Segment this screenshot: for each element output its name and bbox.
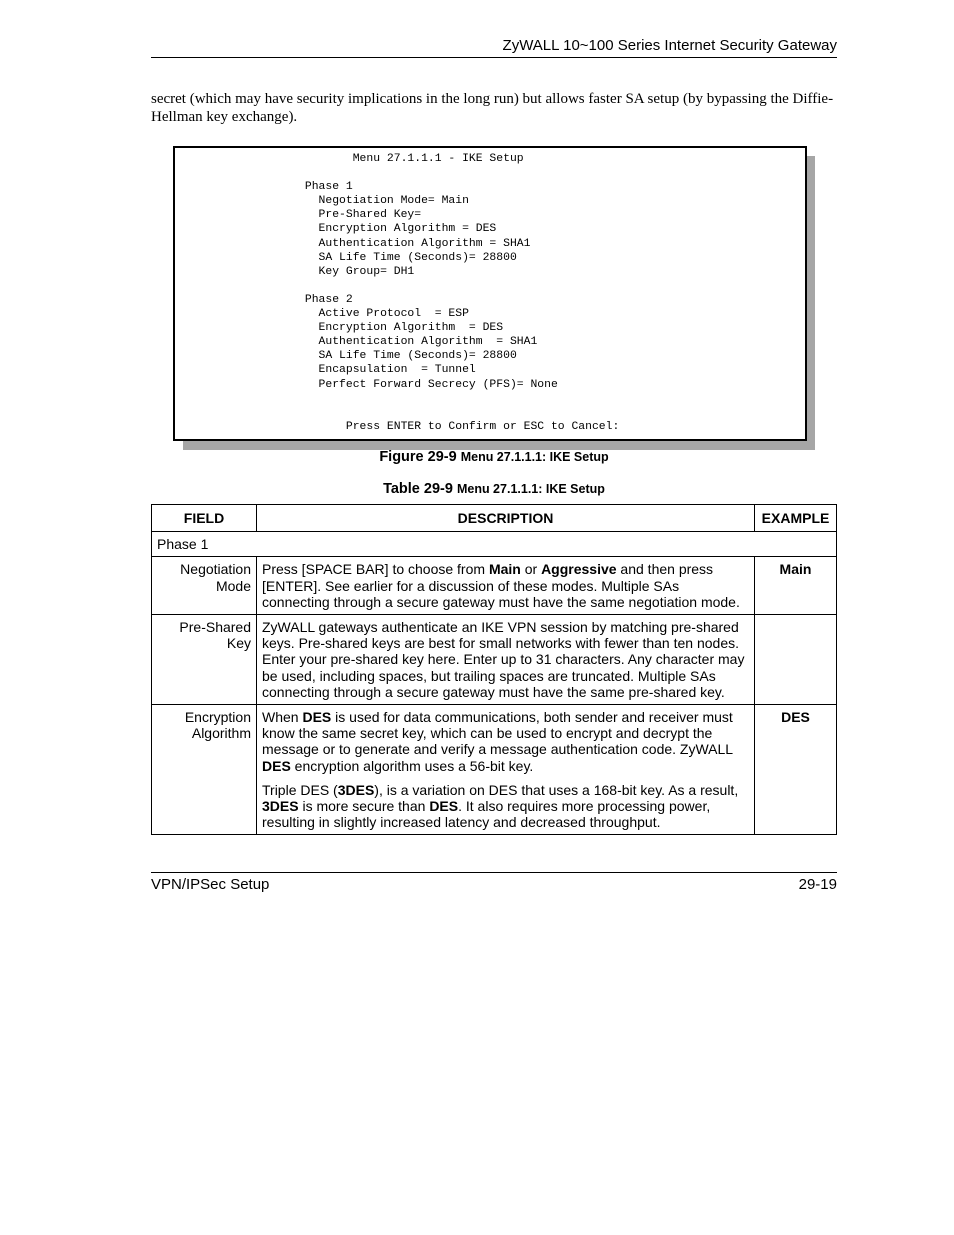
figure-label: Figure 29-9: [379, 449, 457, 465]
figure-title: Menu 27.1.1.1: IKE Setup: [460, 450, 609, 464]
intro-paragraph: secret (which may have security implications in the long run) but allows faster SA setup (by bypassing the Diffie-Hellman key exchange).: [151, 91, 834, 125]
ike-setup-menu-screen: [173, 146, 807, 441]
field-example: Main: [755, 557, 837, 615]
table-row: [152, 557, 837, 615]
desc-bold: DES: [429, 798, 459, 815]
desc-text: Press [SPACE BAR] to choose from: [262, 561, 489, 578]
table-title: Menu 27.1.1.1: IKE Setup: [456, 482, 605, 496]
figure-caption: [151, 449, 837, 465]
desc-text: . It also requires more processing power, resulting in slightly increased latency and decreased throughput.: [262, 798, 711, 831]
section-phase-1: Phase 1: [152, 532, 837, 557]
desc-text: Triple DES (: [262, 781, 338, 798]
field-name: Encryption Algorithm: [152, 705, 257, 835]
table-header-row: [152, 505, 837, 532]
desc-bold: 3DES: [262, 798, 299, 815]
desc-bold: 3DES: [337, 781, 375, 798]
desc-text: ZyWALL gateways authenticate an IKE VPN session by matching pre-shared keys. Pre-shared keys are best for small networks with fewer than ten nodes. Enter your pre-shared key here. Enter up to 31 characters. Any character may be used, including spaces, but trailing spaces are truncated. Multiple SAs connecting through a secure gateway must have the same pre-shared key.: [262, 619, 745, 700]
ike-setup-field-table: [151, 504, 837, 835]
field-name: Negotiation Mode: [152, 557, 257, 615]
running-header: [151, 37, 837, 58]
desc-text: or: [520, 561, 542, 578]
table-row: [152, 705, 837, 835]
field-example: [755, 615, 837, 705]
desc-text: is used for data communications, both sender and receiver must know the same secret key, which can be used to encrypt and decrypt the message or to generate and verify a message authentication code. ZyWALL: [262, 709, 733, 758]
desc-bold: DES: [302, 709, 332, 726]
field-name: Pre-Shared Key: [152, 615, 257, 705]
field-example: DES: [755, 705, 837, 835]
table-row: [152, 615, 837, 705]
desc-bold: DES: [262, 757, 291, 774]
desc-text: is more secure than: [298, 798, 430, 815]
desc-text: and then press [ENTER]. See earlier for a discussion of these modes. Multiple SAs connecting through a secure gateway must have the same negotiation mode.: [262, 561, 740, 610]
header-example: EXAMPLE: [755, 505, 837, 532]
header-description: DESCRIPTION: [257, 505, 755, 532]
desc-text: ), is a variation on DES that uses a 168-bit key. As a result,: [374, 781, 739, 798]
field-description: [257, 705, 755, 835]
desc-bold: Aggressive: [541, 561, 617, 578]
desc-text: encryption algorithm uses a 56-bit key.: [290, 757, 534, 774]
page-number: 29-19: [798, 876, 837, 893]
table-label: Table 29-9: [383, 481, 453, 497]
table-caption: [151, 481, 837, 497]
field-description: [257, 557, 755, 615]
document-title: ZyWALL 10~100 Series Internet Security Gateway: [502, 37, 837, 54]
desc-bold: Main: [488, 561, 521, 578]
desc-text: When: [262, 709, 303, 726]
field-description: [257, 615, 755, 705]
footer-section: VPN/IPSec Setup: [151, 876, 270, 893]
menu-screen-text: Menu 27.1.1.1 - IKE Setup Phase 1 Negotiation Mode= Main Pre-Shared Key= Encryption Algorithm = DES Authentication Algorithm = SHA1 SA Life Time (Seconds)= 28800 Key Group= DH1 Phase 2 Active Protocol = ESP Encryption Algorithm = DES Authentication Algorithm = SHA1 SA Life Time (Seconds)= 28800 Encapsulation = Tunnel Perfect Forward Secrecy (PFS)= None Press ENTER to Confirm or ESC to Cancel:: [304, 153, 620, 433]
table-section-row: [152, 532, 837, 557]
header-field: FIELD: [152, 505, 257, 532]
running-footer: [151, 872, 837, 893]
